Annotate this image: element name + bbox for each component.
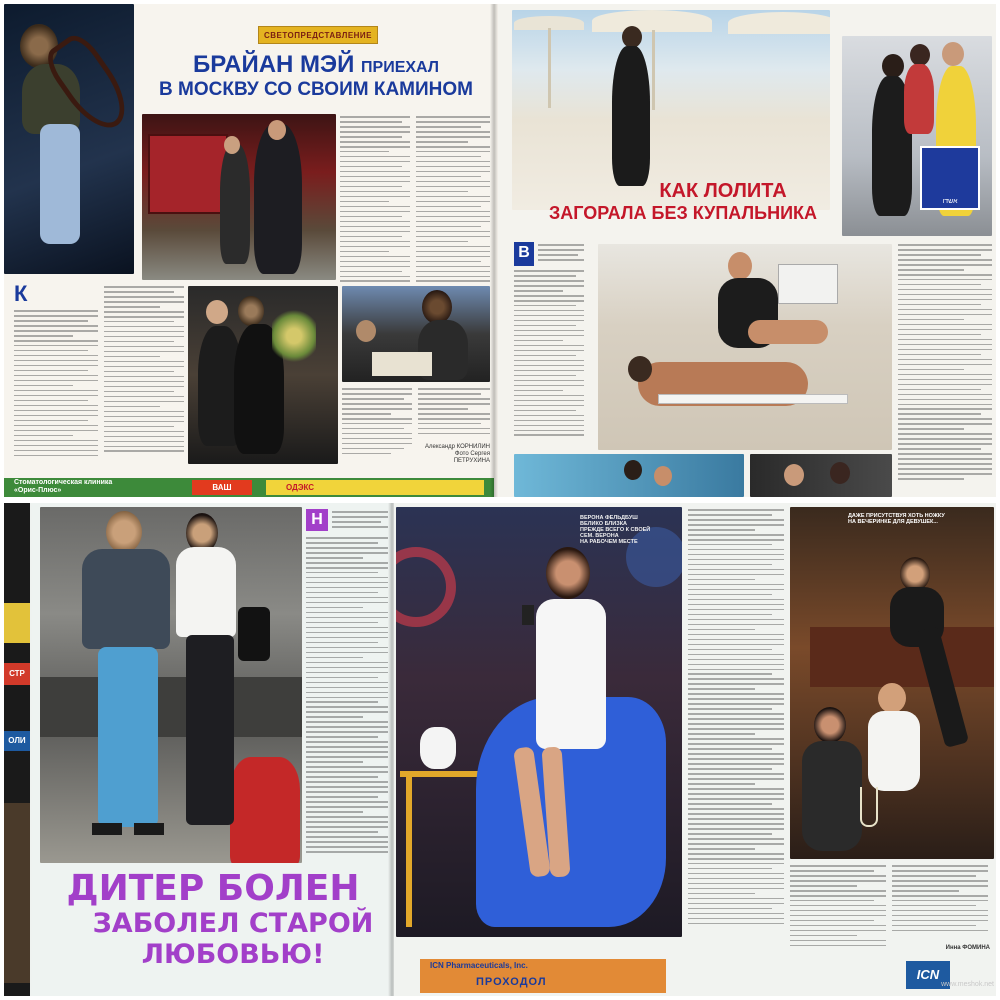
headline-lolita-line1: КАК ЛОЛИТА: [659, 180, 787, 202]
caption-dance: ДАЖЕ ПРИСУТСТВУЯ ХОТЬ НОЖКУ НА ВЕЧЕРИНКЕ ДЛЯ ДЕВУШЕК...: [848, 513, 945, 525]
article-text-column: [688, 509, 784, 929]
bag-label: אשדו: [942, 198, 958, 205]
photo-verona-microphone: [396, 507, 682, 937]
ad-nash: ВАШ: [192, 480, 252, 495]
page-edge-left: [4, 503, 30, 996]
headline-dieter-line2: ЗАБОЛЕЛ СТАРОЙ: [92, 908, 374, 940]
article-text-column: [342, 388, 412, 458]
article-text-column: [538, 244, 584, 266]
ad-product: ПРОХОДОЛ: [476, 976, 547, 988]
article-text-column: [892, 865, 988, 941]
article-text-column: [418, 388, 490, 438]
photo-group-with-bag: [842, 36, 992, 236]
photo-credit: Александр КОРНИЛИН Фото Сергея ПЕТРУХИНА: [424, 444, 490, 464]
article-text-column: [514, 270, 584, 440]
ad-strip: [4, 478, 494, 497]
shopping-bag: [920, 146, 980, 210]
ad-icn-proxodol: [420, 959, 666, 993]
article-text-column: [332, 511, 388, 533]
section-tag: [258, 26, 378, 44]
photo-club-dancer: [790, 507, 994, 859]
headline-lolita-line2: ЗАГОРАЛА БЕЗ КУПАЛЬНИКА: [548, 203, 817, 223]
headline-brian-line1: БРАЙАН МЭЙ: [192, 51, 355, 78]
left-strip-label: СТР: [4, 663, 30, 685]
ad-odeks: ОДЭКС: [266, 480, 484, 495]
headline-dieter: [38, 869, 388, 970]
headline-brian-line1-small: ПРИЕХАЛ: [361, 59, 440, 76]
ad-clinic-text: Стоматологическая клиника «Орис-Плюс»: [14, 479, 113, 494]
photo-brian-may-guitar: [4, 4, 134, 274]
left-strip-label: ОЛИ: [4, 731, 30, 751]
article-text-column: [790, 865, 886, 955]
page-brian-may: [4, 4, 494, 497]
magazine-spread-dieter-verona: [4, 503, 996, 996]
article-text-column: [306, 537, 388, 863]
spine-shadow: [490, 4, 498, 497]
caption-verona-text: ВЕРОНА ФЕЛЬДБУШ ВЕЛИКО БЛИЗКА ПРЕЖДЕ ВСЕГО К СВОЕЙ СЕМ. ВЕРОНА НА РАБОЧЕМ МЕСТЕ: [580, 515, 651, 545]
article-text-column: [14, 310, 98, 460]
author-signature: Инна ФОМИНА: [945, 945, 990, 951]
photo-beach-group: [514, 454, 744, 497]
ad-icn-logo: ICN: [906, 961, 950, 989]
page-dieter-bohlen: [32, 503, 392, 996]
photo-autograph-session: [342, 286, 490, 382]
ad-company: ICN Pharmaceuticals, Inc.: [430, 961, 528, 970]
photo-sunbathing: [598, 244, 892, 450]
headline-brian-line2: В МОСКВУ СО СВОИМ КАМИНОМ: [159, 79, 473, 101]
caption-verona: [580, 515, 676, 545]
drop-cap-dieter: Н: [306, 509, 328, 531]
article-text-column: [340, 116, 410, 286]
photo-dieter-couple: [40, 507, 302, 863]
headline-brian-may: [138, 52, 494, 100]
article-text-column: [416, 116, 490, 286]
drop-cap-lolita: В: [514, 242, 534, 266]
page-verona-feldbusch: [394, 503, 996, 996]
magazine-spread-brian-lolita: [4, 4, 996, 497]
headline-dieter-line3: ЛЮБОВЬЮ!: [141, 938, 325, 970]
page-lolita: [498, 4, 996, 497]
drop-cap-brian: К: [14, 281, 28, 306]
headline-dieter-line1: ДИТЕР БОЛЕН: [66, 868, 360, 909]
article-text-column: [898, 244, 992, 494]
article-text-column: [588, 244, 596, 245]
photo-metro-arrival: [142, 114, 336, 280]
photo-bar-couple: [750, 454, 892, 497]
section-tag-label: СВЕТОПРЕДСТАВЛЕНИЕ: [263, 30, 373, 40]
watermark: www.meshok.net: [941, 981, 994, 988]
photo-brian-with-fans: [188, 286, 338, 464]
headline-lolita: [528, 180, 838, 224]
article-text-column: [104, 286, 184, 460]
